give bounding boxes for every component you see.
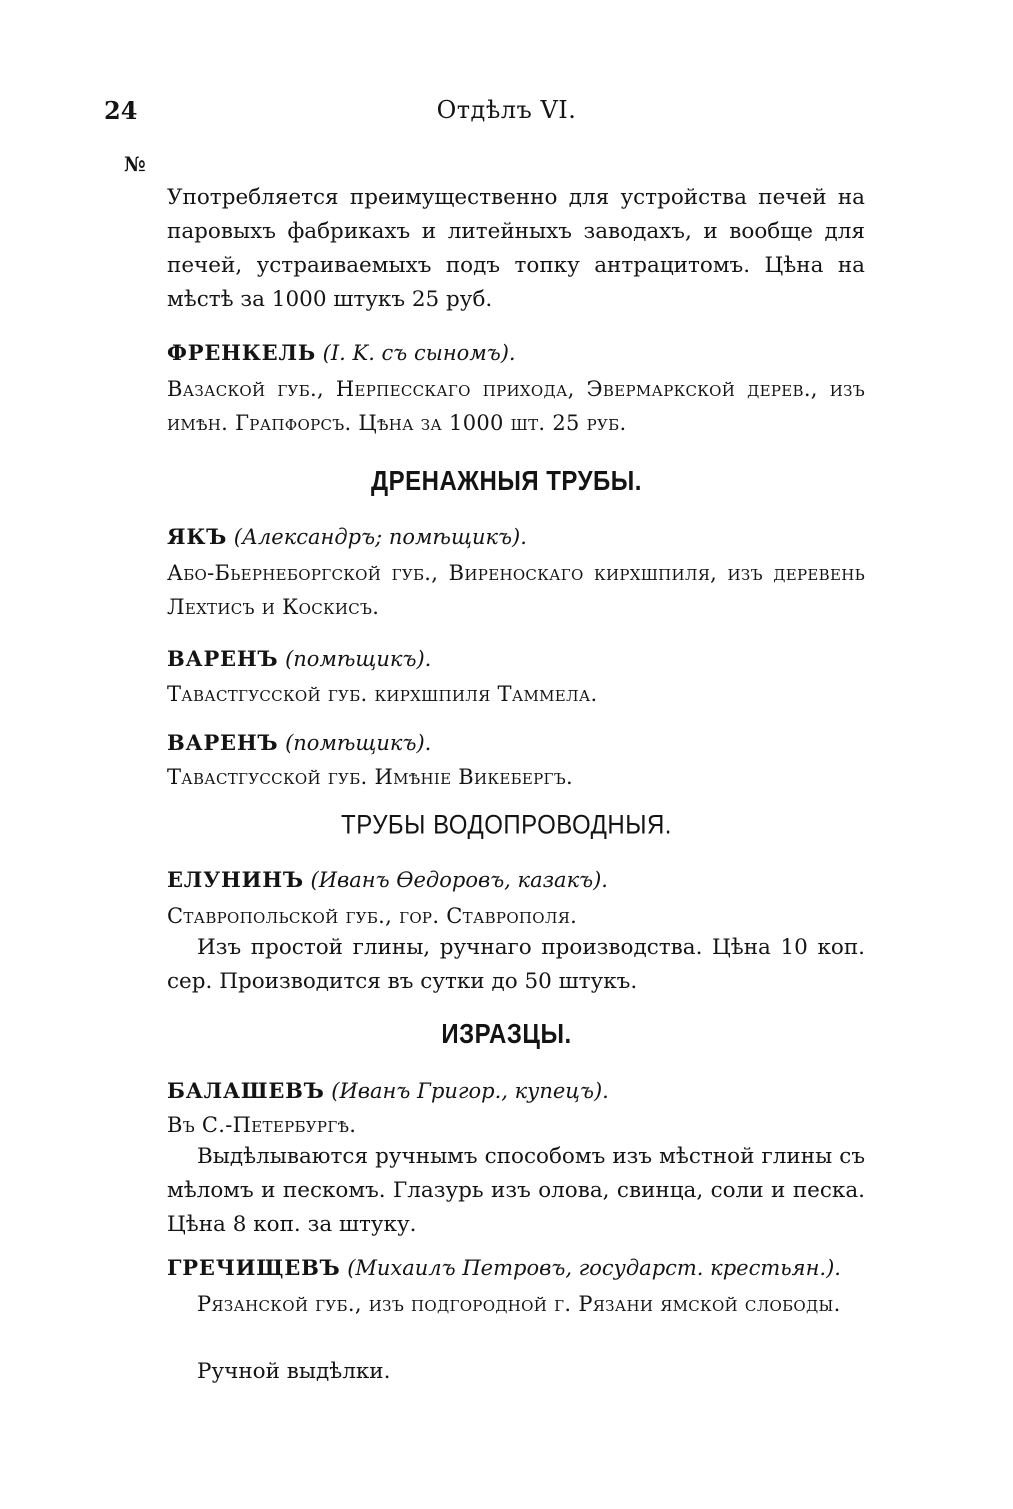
entry-varen-1-heading <box>167 643 431 675</box>
entry-description: (Иванъ Ѳедоровъ, казакъ). <box>310 868 608 892</box>
section-heading-water-pipes: ТРУБЫ ВОДОПРОВОДНЫЯ. <box>341 810 672 841</box>
entry-grechishchev-text: Ручной выдѣлки. <box>197 1359 391 1384</box>
page-number: 24 <box>104 96 138 125</box>
entry-name: ЕЛУНИНЪ <box>167 867 304 892</box>
entry-varen-2-location: Тавастгусской губ. Имѣніе Викебергъ. <box>167 765 573 789</box>
entry-name: ГРЕЧИЩЕВЪ <box>167 1255 341 1280</box>
section-heading-drainage: ДРЕНАЖНЫЯ ТРУБЫ. <box>371 465 642 497</box>
entry-description: (I. K. съ сыномъ). <box>322 341 516 365</box>
entry-name: ЯКЪ <box>167 524 228 549</box>
entry-elunin-text: Изъ простой глины, ручнаго производства. Цѣна 10 коп. сер. Производится въ сутки до 50 штукъ. <box>167 935 865 994</box>
entry-elunin-location: Ставропольской губ., гор. Ставрополя. <box>167 904 578 928</box>
entry-grechishchev-heading <box>167 1252 841 1284</box>
entry-grechishchev-location: Рязанской губ., изъ подгородной г. Рязани ямской слободы. <box>197 1292 841 1316</box>
section-heading-tiles: ИЗРАЗЦЫ. <box>441 1018 572 1050</box>
entry-description: (Михаилъ Петровъ, государст. крестьян.). <box>347 1256 841 1280</box>
margin-numero: № <box>124 152 146 176</box>
entry-name: БАЛАШЕВЪ <box>167 1078 325 1103</box>
entry-description: (Иванъ Григор., купецъ). <box>331 1079 609 1103</box>
entry-elunin-heading <box>167 864 608 896</box>
entry-frenkel-heading <box>167 337 516 369</box>
entry-balashev-heading <box>167 1075 609 1107</box>
entry-description: (помѣщикъ). <box>285 731 432 755</box>
entry-name: ВАРЕНЪ <box>167 646 279 671</box>
entry-varen-1-location: Тавастгусской губ. кирхшпиля Таммела. <box>167 682 598 706</box>
entry-yak-location: Або-Бьернеборгской губ., Виреноскаго кирхшпиля, изъ деревень Лехтисъ и Коскисъ. <box>167 561 865 619</box>
intro-paragraph: Употребляется преимущественно для устройства печей на паровыхъ фабрикахъ и литейныхъ заводахъ, и вообще для печей, устраиваемыхъ подъ топку антрацитомъ. Цѣна на мѣстѣ за 1000 штукъ 25 руб. <box>167 185 865 312</box>
entry-name: ВАРЕНЪ <box>167 730 279 755</box>
entry-varen-2-heading <box>167 727 431 759</box>
entry-frenkel-location: Вазаской губ., Нерпесскаго прихода, Эвермаркской дерев., изъ имѣн. Грапфорсъ. Цѣна за 1000 шт. 25 руб. <box>167 377 865 435</box>
entry-balashev-location: Въ С.-Петербургѣ. <box>167 1113 357 1137</box>
running-title: Отдѣлъ VI. <box>436 96 577 124</box>
entry-balashev-text: Выдѣлываются ручнымъ способомъ изъ мѣстной глины съ мѣломъ и пескомъ. Глазурь изъ олова, свинца, соли и песка. Цѣна 8 коп. за штуку. <box>167 1144 865 1237</box>
entry-description: (Александръ; помѣщикъ). <box>233 525 527 549</box>
entry-yak-heading <box>167 521 527 553</box>
entry-description: (помѣщикъ). <box>285 647 432 671</box>
entry-name: ФРЕНКЕЛЬ <box>167 340 316 365</box>
